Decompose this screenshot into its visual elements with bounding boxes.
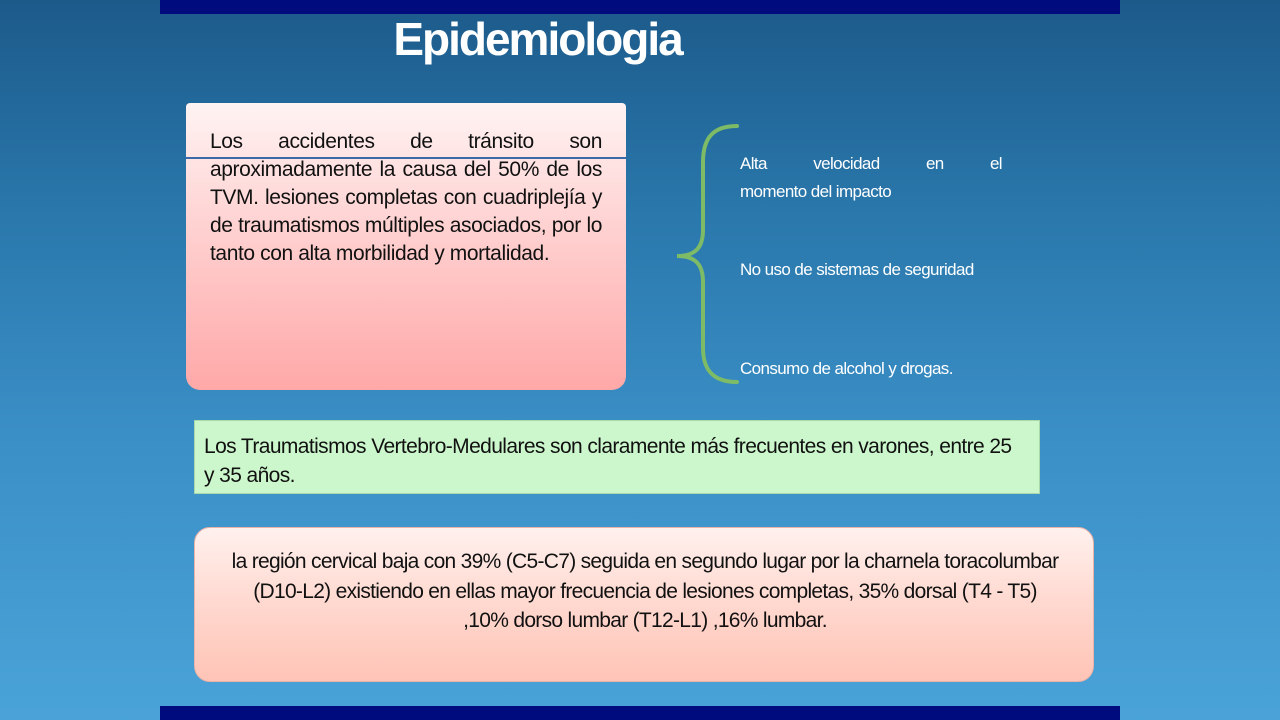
- demographics-text: Los Traumatismos Vertebro-Medulares son claramente más frecuentes en varones, entre 25 y 35 años.: [204, 435, 1012, 487]
- cause-item-safety: No uso de sistemas de seguridad: [740, 260, 974, 279]
- cause-speed-word-2: velocidad: [813, 154, 880, 173]
- slide-title: Epidemiologia: [393, 13, 682, 65]
- cause-speed-word-4: el: [989, 154, 1002, 173]
- cause-speed-word-1: Alta: [740, 154, 767, 173]
- regions-text: la región cervical baja con 39% (C5-C7) seguida en segundo lugar por la charnela toracolumbar (D10-L2) existiendo en ellas mayor frecuencia de lesiones completas, 35% dorsal (T4 - T5) ,10% dorso lumbar (T12-L1) ,16% lumbar.: [231, 550, 1059, 632]
- cause-item-alcohol: Consumo de alcohol y drogas.: [740, 359, 953, 378]
- bottom-accent-bar: [160, 706, 1120, 720]
- cause-item-speed: [740, 150, 1002, 206]
- curly-brace-icon: [655, 122, 745, 386]
- main-fact-text: Los accidentes de tránsito son aproximadamente la causa del 50% de los TVM. lesiones completas con cuadriplejía y de traumatismos múltiples asociados, por lo tanto con alta morbilidad y mortalidad.: [210, 130, 602, 265]
- cause-speed-rest: momento del impacto: [740, 182, 892, 201]
- cause-speed-word-3: en: [925, 154, 944, 173]
